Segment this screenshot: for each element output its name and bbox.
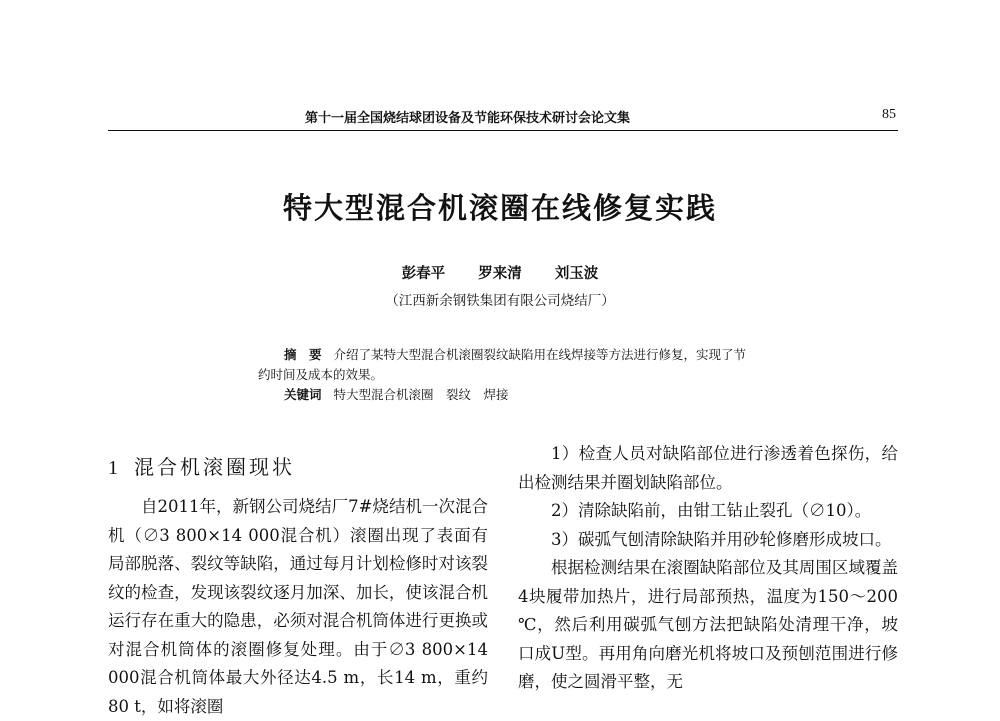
affiliation: （江西新余钢铁集团有限公司烧结厂） [385,293,615,309]
keywords [258,385,758,405]
abstract-text: 介绍了某特大型混合机滚圈裂纹缺陷用在线焊接等方法进行修复，实现了节约时间及成本的效果。 [258,347,746,382]
author-name: 彭春平 [401,266,446,282]
header-rule [108,130,898,131]
left-column [108,440,488,721]
paper-title: 特大型混合机滚圈在线修复实践 [282,191,717,225]
section-title: 混合机滚圈现状 [134,455,295,479]
procedure-step: 1）检查人员对缺陷部位进行渗透着色探伤，给出检测结果并圈划缺陷部位。 [518,444,898,492]
right-column [518,440,898,697]
page-number: 85 [882,107,896,122]
procedure-step: 3）碳弧气刨清除缺陷并用砂轮修磨形成坡口。 [551,529,892,549]
author-name: 罗来清 [478,266,522,282]
section-number: 1 [108,457,118,479]
keywords-label: 关键词 [284,387,322,402]
author-name: 刘玉波 [554,266,599,282]
body-paragraph: 根据检测结果在滚圈缺陷部位及其周围区域覆盖4块履带加热片，进行局部预热，温度为150～200 ℃，然后利用碳弧气刨方法把缺陷处清理干净，坡口成U型。再用角向磨光机将坡口及预刨范围进行修磨，使之圆滑平整，无 [518,558,898,691]
abstract [258,345,758,385]
author-list [0,262,1000,283]
journal-title: 第十一届全国烧结球团设备及节能环保技术研讨会论文集 [305,111,631,126]
abstract-block [258,345,758,405]
procedure-step: 2）清除缺陷前，由钳工钻止裂孔（∅10）。 [551,501,872,520]
body-paragraph: 自2011年，新钢公司烧结厂7#烧结机一次混合机（∅3 800×14 000混合机）滚圈出现了表面有局部脱落、裂纹等缺陷，通过每月计划检修时对该裂纹的检查，发现该裂纹逐月加深、加长，使该混合机运行存在重大的隐患，必须对混合机筒体进行更换或对混合机筒体的滚圈修复处理。由于∅3 800×14 000混合机筒体最大外径达4.5 m，长14 m，重约80 t，如将滚圈 [108,497,488,716]
running-header [108,104,898,126]
keywords-text: 特大型混合机滚圈 裂纹 焊接 [333,387,509,402]
abstract-label: 摘 要 [284,347,322,362]
section-heading [108,454,488,481]
